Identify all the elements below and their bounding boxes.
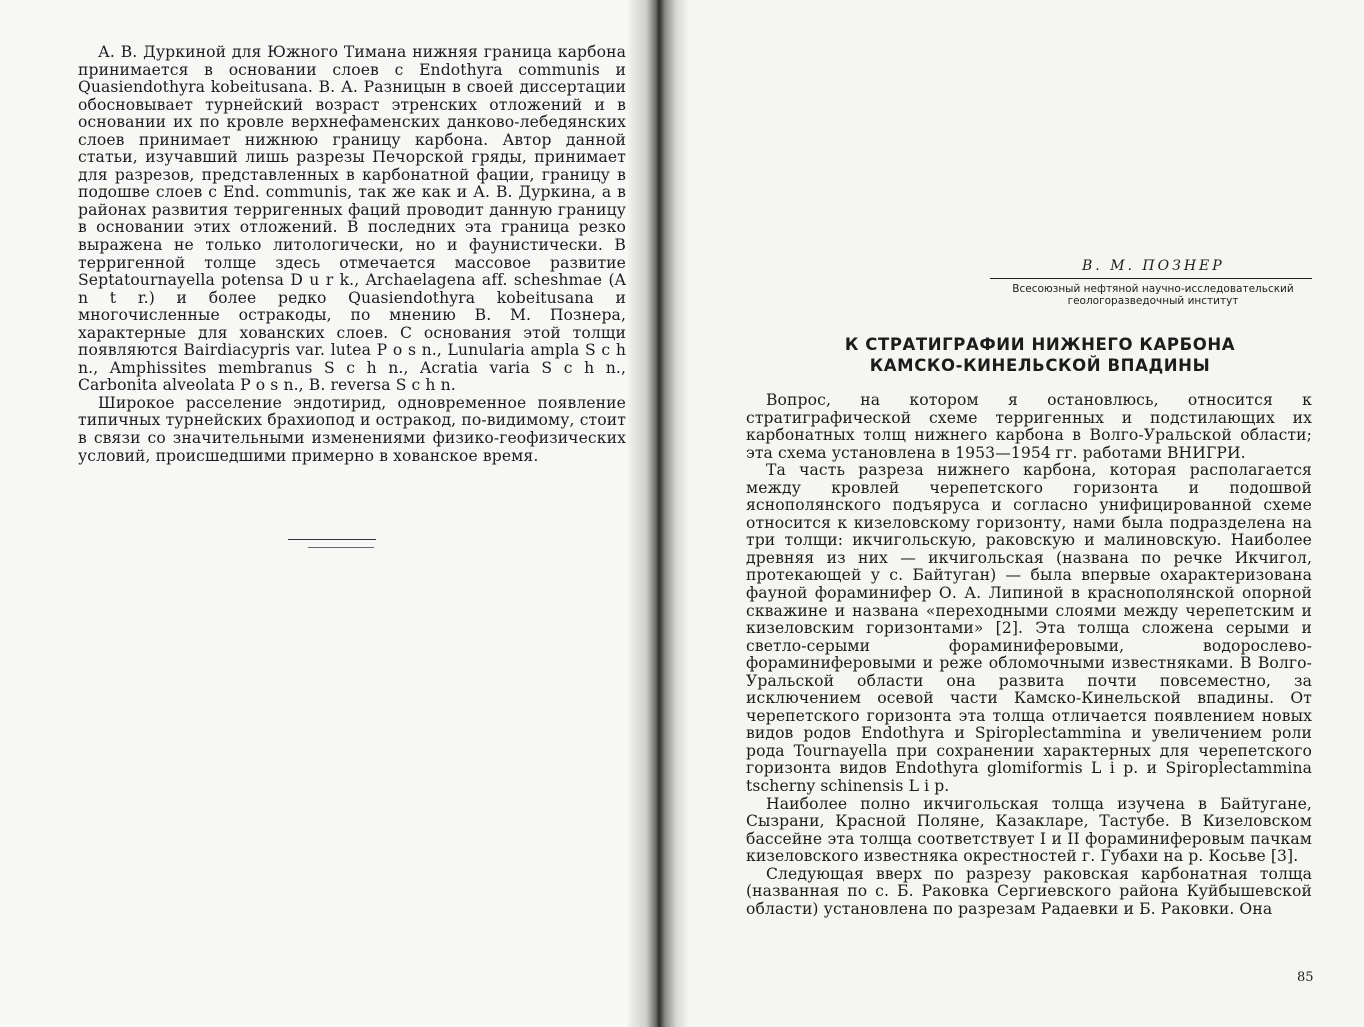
right-paragraph-3: Наиболее полно икчигольская толща изучена в Байтугане, Сызрани, Красной Поляне, Казакларе, Тастубе. В Кизеловском бассейне эта толща соответствует I и II фораминиферовым пачкам кизеловского известняка окрестностей г. Губахи на р. Косьве [3]. [746,794,1312,866]
page-number: 85 [1297,970,1314,985]
author-rule [990,278,1312,279]
left-page-text [78,44,626,465]
end-separator-line-short [308,547,374,548]
right-paragraph-1: Вопрос, на котором я остановлюсь, относится к стратиграфической схеме терригенных и подстилающих их карбонатных толщ нижнего карбона в Волго-Уральской области; эта схема установлена в 1953—1954 гг. работами ВНИГРИ. [746,391,1312,462]
author-affiliation: Всесоюзный нефтяной научно-исследовательский геологоразведочный институт [1012,283,1294,307]
left-paragraph-1: А. В. Дуркиной для Южного Тимана нижняя граница карбона принимается в основании слоев с Endothyra communis и Quasiendothyra kobeitusana. В. А. Разницын в своей диссертации обосновывает турнейский возраст этренских отложений и в основании их по кровле верхнефаменских данково-лебедянских слоев принимает нижнюю границу карбона. Автор данной статьи, изучавший лишь разрезы Печорской гряды, принимает для разрезов, представленных в карбонатной фации, границу в подошве слоев с End. communis, так же как и А. В. Дуркина, а в районах развития терригенных фаций проводит данную границу в основании этих отложений. В последних эта граница резко выражена не только литологически, но и фаунистически. В терригенной толще здесь отмечается массовое развитие Septatournayella potensa D u r k., Archaelagena aff. scheshmae (A n t r.) и более редко Quasiendothyra kobeitusana и многочисленные остракоды, по мнению В. М. Познера, характерные для хованских слоев. С основания этой толщи появляются Bairdiacypris var. lutea P o s n., Lunularia ampla S c h n., Amphissites membranus S c h n., Acratia varia S c h n., Carbonita alveolata P o s n., B. reversa S c h n. [78,43,626,395]
left-paragraph-2: Широкое расселение эндотирид, одновременное появление типичных турнейских брахиопод и остракод, по-видимому, стоит в связи со значительными изменениями физико-геофизических условий, происшедшими примерно в хованское время. [78,393,626,465]
end-separator-line [288,539,376,540]
article-title-line-2: КАМСКО-КИНЕЛЬСКОЙ ВПАДИНЫ [869,356,1211,375]
author-name: В. М. ПОЗНЕР [1082,258,1225,274]
article-title-line-1: К СТРАТИГРАФИИ НИЖНЕГО КАРБОНА [844,335,1236,354]
article-title [780,334,1300,376]
right-page-text [746,392,1312,918]
book-gutter [628,0,688,1027]
right-paragraph-2: Та часть разреза нижнего карбона, которая располагается между кровлей черепетского горизонта и подошвой яснополянского подъяруса и согласно унифицированной схеме относится к кизеловскому горизонту, нами была подразделена на три толщи: икчигольскую, раковскую и малиновскую. Наиболее древняя из них — икчигольская (названа по речке Икчигол, протекающей у с. Байтуган) — была впервые охарактеризована фауной фораминифер О. А. Липиной в краснополянской опорной скважине и названа «переходными слоями между черепетским и кизеловским горизонтами» [2]. Эта толща сложена серыми и светло-серыми фораминиферовыми, водорослево-фораминиферовыми и реже обломочными известняками. В Волго-Уральской области она развита почти повсеместно, за исключением осевой части Камско-Кинельской впадины. От черепетского горизонта эта толща отличается появлением новых видов родов Endothyra и Spiroplectammina и увеличением роли рода Tournayella при сохранении характерных для черепетского горизонта видов Endothyra glomiformis L i p. и Spiroplectammina tscherny schinensis L i p. [746,461,1312,796]
right-paragraph-4: Следующая вверх по разрезу раковская карбонатная толща (названная по с. Б. Раковка Сергиевского района Куйбышевской области) установлена по разрезам Радаевки и Б. Раковки. Она [746,864,1312,918]
